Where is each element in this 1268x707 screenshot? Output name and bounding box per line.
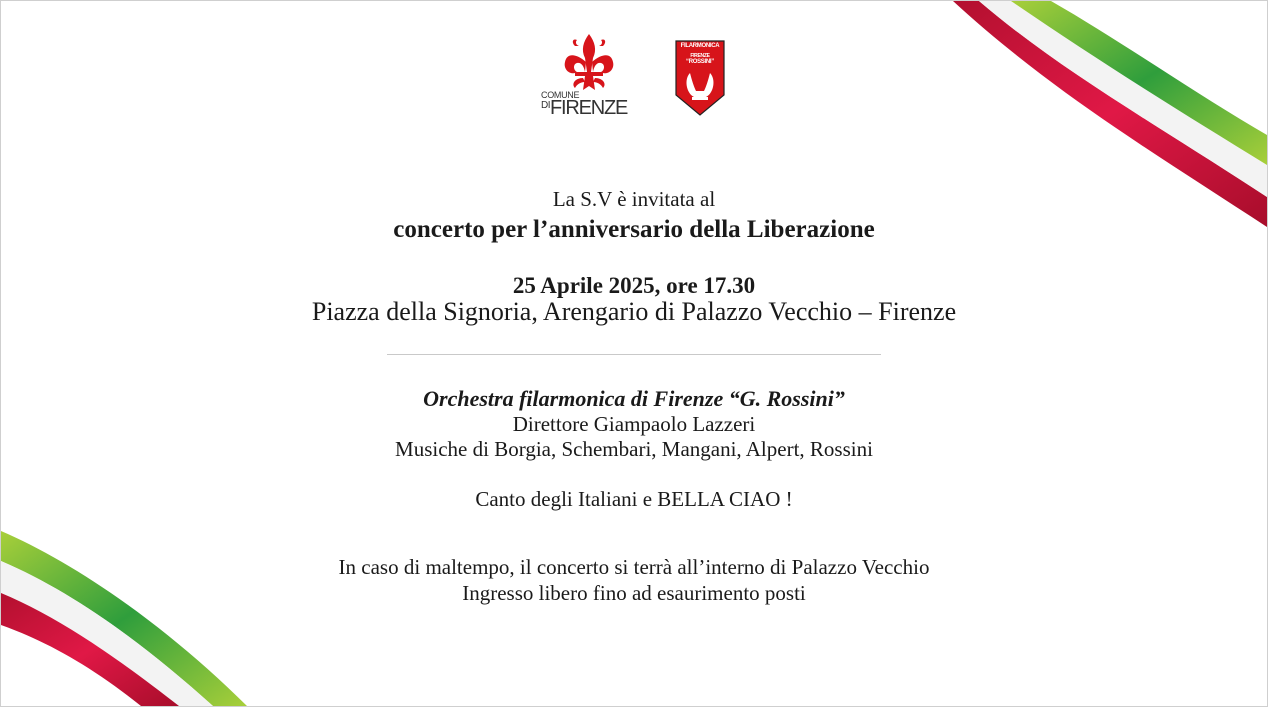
divider [387,354,881,355]
music-line: Musiche di Borgia, Schembari, Mangani, Alpert, Rossini [395,437,873,461]
logo-text-firenze-small: FIRENZE [690,53,710,59]
logo-text-rossini: “ROSSINI” [686,59,714,65]
logo-text-di: DI [541,100,550,111]
invitation-intro: La S.V è invitata al [552,187,716,211]
event-location: Piazza della Signoria, Arengario di Palazzo Vecchio – Firenze [311,297,957,326]
logo-text-firenze [541,97,627,120]
event-date: 25 Aprile 2025, ore 17.30 [512,273,756,298]
weather-note: In caso di maltempo, il concerto si terrà all’interno di Palazzo Vecchio [338,555,930,579]
director-line: Direttore Giampaolo Lazzeri [512,412,756,436]
logo-text-comune: COMUNE [541,90,580,100]
orchestra-name: Orchestra filarmonica di Firenze “G. Rossini” [423,386,845,411]
comune-di-firenze-logo [539,32,639,122]
event-title: concerto per l’anniversario della Liberazione [393,216,875,243]
lyre-shield-icon [674,39,726,117]
fleur-de-lis-icon [539,32,639,94]
filarmonica-rossini-logo [674,39,726,117]
highlight-line: Canto degli Italiani e BELLA CIAO ! [475,487,793,511]
logo-text-firenze-name: FIRENZE [550,97,628,119]
entry-note: Ingresso libero fino ad esaurimento posti [462,581,806,605]
logo-text-filarmonica: FILARMONICA [680,43,720,49]
